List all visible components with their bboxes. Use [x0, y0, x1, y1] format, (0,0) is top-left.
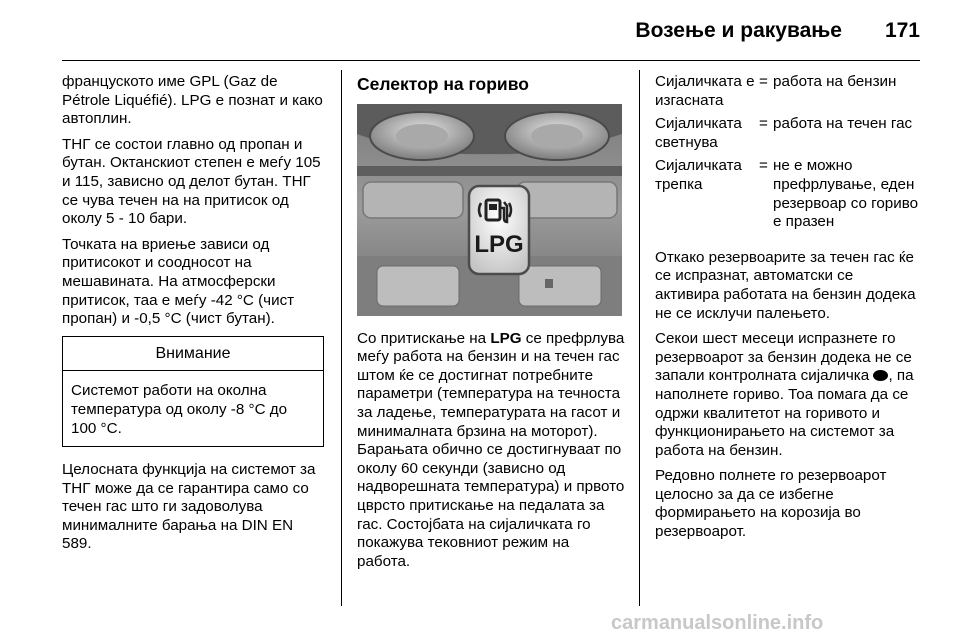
- paragraph: Редовно полнете го резервоарот целосно за да се избегне формирањето на корозија во резервоарот.: [655, 467, 887, 541]
- lpg-button-label: LPG: [474, 230, 524, 258]
- indicator-status-table: [655, 73, 920, 237]
- paragraph: Откако резервоарите за течен гас ќе се испразнат, автоматски се активира работата на бензин додека не се исклучи палењето.: [655, 248, 916, 322]
- page-header: [62, 0, 920, 61]
- paragraph: Секои шест месеци испразнете го резервоарот за бензин додека не се запали контролната сијаличка , па наполнете гориво. Тоа помага да се одржи квалитетот на горивото и функционирањето на системот за работа на бензин.: [655, 330, 914, 459]
- table-row: Сијаличката светнува = работа на течен гас: [655, 115, 913, 151]
- table-row: Сијаличката трепка = не е можно префрлување, еден резервоар со гориво е празен: [655, 157, 919, 231]
- paragraph: ТНГ се состои главно од пропан и бутан. Октанскиот степен е меѓу 105 и 115, зависно од делот бутан. ТНГ се чува течен на на притисок од околу 5 - 10 бари.: [62, 135, 321, 228]
- paragraph: француското име GPL (Gaz de Pétrole Liquéfié). LPG е познат и како автоплин.: [62, 73, 323, 128]
- column-middle: [357, 73, 625, 578]
- fuel-selector-photo: [357, 104, 622, 316]
- table-row: Сијаличката е изгасната = работа на бензин: [655, 73, 897, 109]
- section-heading: Селектор на гориво: [357, 74, 529, 94]
- caution-box: [62, 336, 324, 447]
- column-left: [62, 73, 324, 561]
- paragraph: Целосната функција на системот за ТНГ може да се гарантира само со течен гас што ги задоволува минималните барања на DIN EN 589.: [62, 461, 316, 553]
- page-number: 171: [884, 19, 920, 42]
- fuel-indicator-icon: [873, 370, 888, 381]
- caution-text: Системот работи на околна температура од околу -8 °C до 100 °C.: [71, 382, 288, 437]
- page-title: Возење и ракување: [635, 19, 842, 42]
- paragraph: Со притискање на LPG се префрлува меѓу работа на бензин и на течен гас штом ќе се достигнат потребните параметри (температура на течноста за ладење, температурата на гасот и минималната брзина на моторот). Барањата обично се достигнуваат по околу 60 секунди (зависно од надворешната температура) и првото цврсто притискање на педалата за гас. Состојбата на сијаличката го покажува тековниот режим на работа.: [357, 329, 625, 570]
- watermark: carmanualsonline.info: [611, 612, 824, 634]
- column-divider: [341, 70, 342, 606]
- caution-title: Внимание: [63, 337, 323, 372]
- paragraph: Точката на вриење зависи од притисокот и соодносот на мешавината. На атмосферски притисок, таа е меѓу -42 °C (чист пропан) и -0,5 °C (чист бутан).: [62, 235, 295, 328]
- column-divider: [639, 70, 640, 606]
- column-right: [655, 73, 920, 549]
- lpg-term: LPG: [490, 329, 522, 347]
